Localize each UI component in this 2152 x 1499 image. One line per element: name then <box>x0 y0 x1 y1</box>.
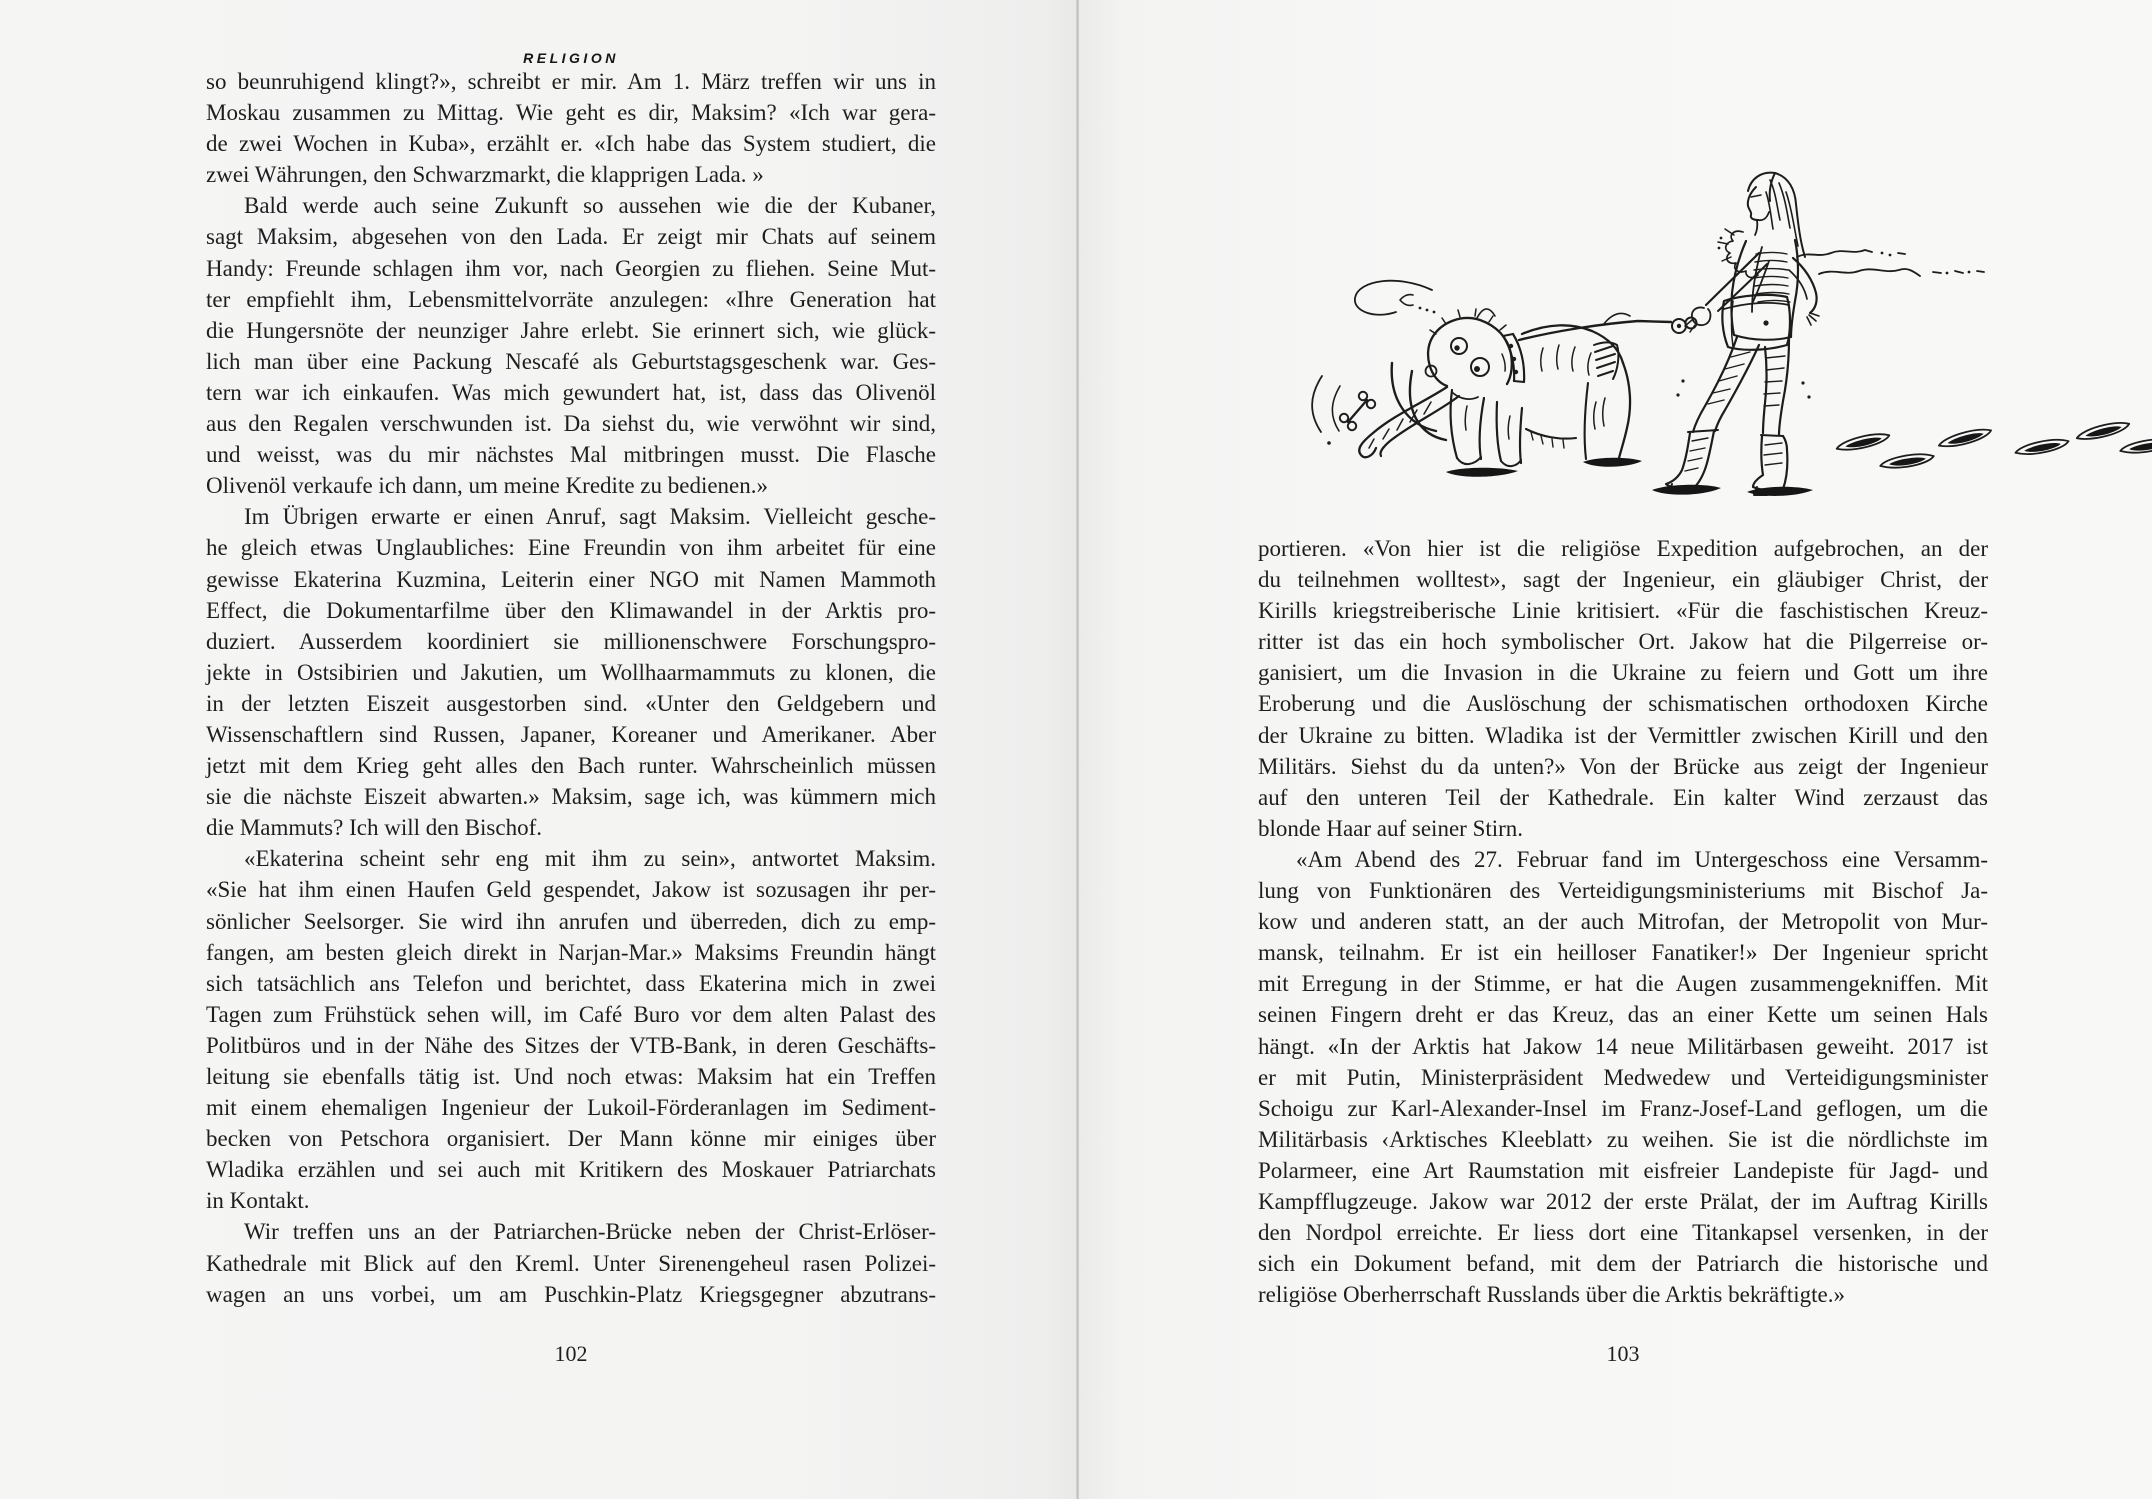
woman-figure <box>1652 173 1819 496</box>
text-line: hängt. «In der Arktis hat Jakow 14 neue Militärbasen geweiht. 2017 ist <box>1258 1033 1988 1059</box>
text-line: Im Übrigen erwarte er einen Anruf, sagt Maksim. Vielleicht gesche- <box>244 504 936 530</box>
text-line: du teilnehmen wolltest», sagt der Ingenieur, ein gläubiger Christ, der <box>1258 567 1988 593</box>
text-line: Wissenschaftlern sind Russen, Japaner, Koreaner und Amerikaner. Aber <box>206 721 936 747</box>
text-line: Wladika erzählen und sei auch mit Kritikern des Moskauer Patriarchats <box>206 1157 936 1183</box>
text-line: he gleich etwas Unglaubliches: Eine Freundin von ihm arbeitet für eine <box>206 535 936 561</box>
text-line: «Am Abend des 27. Februar fand im Untergeschoss eine Versamm- <box>1296 846 1988 872</box>
text-line: die Mammuts? Ich will den Bischof. <box>206 815 542 841</box>
text-line: jetzt mit dem Krieg geht alles den Bach runter. Wahrscheinlich müssen <box>206 753 936 779</box>
text-line: gewisse Ekaterina Kuzmina, Leiterin einer NGO mit Namen Mammoth <box>206 566 936 592</box>
text-line: Polarmeer, eine Art Raumstation mit eisfreier Landepiste für Jagd- und <box>1258 1157 1988 1183</box>
text-line: duziert. Ausserdem koordiniert sie millionenschwere Forschungspro- <box>206 628 936 654</box>
text-line: Militärbasis ‹Arktisches Kleeblatt› zu weihen. Sie ist die nördlichste im <box>1258 1126 1988 1152</box>
text-line: mit Erregung in der Stimme, er hat die Augen zusammengekniffen. Mit <box>1258 971 1988 997</box>
text-line: mansk, teilnahm. Er ist ein heilloser Fanatiker!» Der Ingenieur spricht <box>1258 940 1988 966</box>
running-header: RELIGION <box>523 50 619 66</box>
text-line: auf den unteren Teil der Kathedrale. Ein kalter Wind zerzaust das <box>1258 784 1988 810</box>
text-line: Militärs. Siehst du da unten?» Von der Brücke aus zeigt der Ingenieur <box>1258 753 1988 779</box>
text-line: Olivenöl verkaufe ich dann, um meine Kredite zu bedienen.» <box>206 473 769 499</box>
text-line: Wir treffen uns an der Patriarchen-Brücke neben der Christ-Erlöser- <box>244 1219 936 1245</box>
text-line: seinen Fingern dreht er das Kreuz, das an einer Kette um seinen Hals <box>1258 1002 1988 1028</box>
right-text-column <box>1258 533 1988 1310</box>
text-line: blonde Haar auf seiner Stirn. <box>1258 815 1524 841</box>
footprints <box>1835 421 2152 469</box>
left-text-column <box>206 66 936 1310</box>
text-line: den Nordpol erreichte. Er liess dort eine Titankapsel versenken, in der <box>1258 1220 1988 1246</box>
text-line: fangen, am besten gleich direkt in Narjan-Mar.» Maksims Freundin hängt <box>206 939 936 965</box>
text-line: zwei Währungen, den Schwarzmarkt, die klapprigen Lada. » <box>206 162 764 188</box>
text-line: «Sie hat ihm einen Haufen Geld gespendet, Jakow ist sozusagen ihr per- <box>206 877 936 903</box>
text-line: wagen an uns vorbei, um am Puschkin-Platz Kriegsgegner abzutrans- <box>206 1281 936 1307</box>
text-line: er mit Putin, Ministerpräsident Medwedew und Verteidigungsminister <box>1258 1064 1988 1090</box>
text-line: becken von Petschora organisiert. Der Mann könne mir einiges über <box>206 1126 936 1152</box>
text-line: die Hungersnöte der neunziger Jahre erlebt. Sie erinnert sich, wie glück- <box>206 317 936 343</box>
text-line: kow und anderen statt, an der auch Mitrofan, der Metropolit von Mur- <box>1258 909 1988 935</box>
text-line: ganisiert, um die Invasion in die Ukraine zu feiern und Gott um ihre <box>1258 660 1988 686</box>
text-line: der Ukraine zu bitten. Wladika ist der Vermittler zwischen Kirill und den <box>1258 722 1988 748</box>
text-line: Moskau zusammen zu Mittag. Wie geht es dir, Maksim? «Ich war gera- <box>206 100 936 126</box>
text-line: sich ein Dokument befand, mit dem der Patriarch die historische und <box>1258 1251 1988 1277</box>
text-line: de zwei Wochen in Kuba», erzählt er. «Ich habe das System studiert, die <box>206 131 936 157</box>
text-line: lung von Funktionären des Verteidigungsministeriums mit Bischof Ja- <box>1258 878 1988 904</box>
text-line: «Ekaterina scheint sehr eng mit ihm zu sein», antwortet Maksim. <box>244 846 936 872</box>
text-line: Effect, die Dokumentarfilme über den Klimawandel in der Arktis pro- <box>206 597 936 623</box>
text-line: Handy: Freunde schlagen ihm vor, nach Georgien zu fliehen. Seine Mut- <box>206 255 936 281</box>
text-line: Kampfflugzeuge. Jakow war 2012 der erste Prälat, der im Auftrag Kirills <box>1258 1188 1988 1214</box>
wind-lines <box>1797 250 1984 276</box>
text-line: und weisst, was du mir nächstes Mal mitbringen musst. Die Flasche <box>206 442 936 468</box>
text-line: mit einem ehemaligen Ingenieur der Lukoil-Förderanlagen im Sediment- <box>206 1095 936 1121</box>
left-page-number: 102 <box>554 1341 588 1366</box>
text-line: aus den Regalen verschwunden ist. Da siehst du, wie verwöhnt wir sind, <box>206 411 936 437</box>
text-line: Tagen zum Frühstück sehen will, im Café Buro vor dem alten Palast des <box>206 1001 936 1027</box>
bug-swirl <box>1355 281 1436 315</box>
text-line: ritter ist das ein hoch symbolischer Ort. Jakow hat die Pilgerreise or- <box>1258 629 1988 655</box>
text-line: sich tatsächlich ans Telefon und berichtet, dass Ekaterina mich in zwei <box>206 970 936 996</box>
text-line: jekte in Ostsibirien und Jakutien, um Wollhaarmammuts zu klonen, die <box>206 659 936 685</box>
text-line: in Kontakt. <box>206 1188 310 1214</box>
text-line: Kirills kriegstreiberische Linie kritisiert. «Für die faschistischen Kreuz- <box>1258 598 1988 624</box>
text-line: Schoigu zur Karl-Alexander-Insel im Franz-Josef-Land geflogen, um die <box>1258 1095 1988 1121</box>
leash-line <box>1519 321 1671 340</box>
text-line: ter empfiehlt ihm, Lebensmittelvorräte anzulegen: «Ihre Generation hat <box>206 286 936 312</box>
right-page-number: 103 <box>1606 1341 1640 1366</box>
text-line: Kathedrale mit Blick auf den Kreml. Unter Sirenengeheul rasen Polizei- <box>206 1250 936 1276</box>
collar <box>1503 334 1524 382</box>
bone <box>1340 392 1375 430</box>
text-line: religiöse Oberherrschaft Russlands über die Arktis bekräftigte.» <box>1258 1282 1845 1308</box>
text-line: Bald werde auch seine Zukunft so aussehen wie die der Kubaner, <box>244 193 936 219</box>
text-line: sie die nächste Eiszeit abwarten.» Maksim, sage ich, was kümmern mich <box>206 784 936 810</box>
text-line: sagt Maksim, abgesehen von den Lada. Er zeigt mir Chats auf seinem <box>206 224 936 250</box>
mammoth-walk-illustration <box>1300 140 2152 520</box>
text-line: lich man über eine Packung Nescafé als Geburtstagsgeschenk war. Ges- <box>206 348 936 374</box>
text-line: portieren. «Von hier ist die religiöse Expedition aufgebrochen, an der <box>1258 536 1988 561</box>
text-line: Eroberung und die Auslöschung der schismatischen orthodoxen Kirche <box>1258 691 1988 717</box>
text-line: so beunruhigend klingt?», schreibt er mir. Am 1. März treffen wir uns in <box>206 69 936 94</box>
text-line: in der letzten Eiszeit ausgestorben sind. «Unter den Geldgebern und <box>206 690 936 716</box>
text-line: leitung sie ebenfalls tätig ist. Und noch etwas: Maksim hat ein Treffen <box>206 1064 936 1089</box>
text-line: tern war ich einkaufen. Was mich gewundert hat, ist, dass das Olivenöl <box>206 379 936 405</box>
right-page <box>1079 0 2152 1499</box>
text-line: Politbüros und in der Nähe des Sitzes der VTB-Bank, in deren Geschäfts- <box>206 1032 936 1058</box>
mammoth-figure <box>1312 309 1642 477</box>
text-line: sönlicher Seelsorger. Sie wird ihn anrufen und überreden, dich zu emp- <box>206 908 936 934</box>
